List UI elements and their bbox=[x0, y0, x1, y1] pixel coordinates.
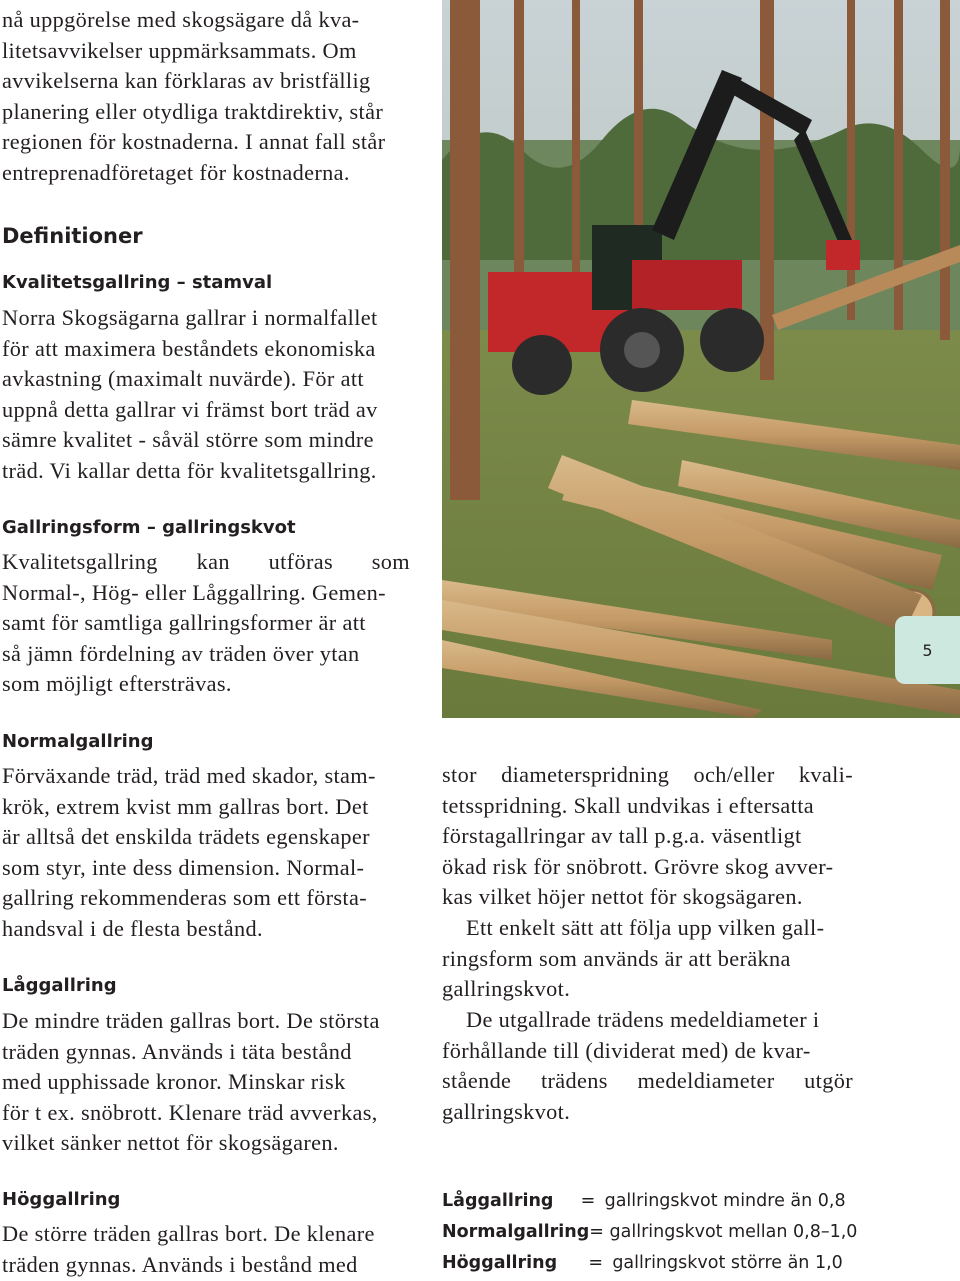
legend-desc: gallringskvot mellan 0,8–1,0 bbox=[609, 1222, 858, 1242]
text-line: ökad risk för snöbrott. Grövre skog avver- bbox=[442, 853, 834, 879]
text-line: stående trädens medeldiameter utgör bbox=[442, 1068, 853, 1094]
text-line: handsval i de flesta bestånd. bbox=[2, 915, 263, 941]
text-line: vilket sänker nettot för skogsägaren. bbox=[2, 1130, 339, 1156]
text-line: krök, extrem kvist mm gallras bort. Det bbox=[2, 793, 369, 819]
text-line: så jämn fördelning av träden över ytan bbox=[2, 640, 360, 666]
text-line: som styr, inte dess dimension. Normal- bbox=[2, 854, 365, 880]
text-line: för att maximera beståndets ekonomiska bbox=[2, 335, 376, 361]
section-body-gallringsform bbox=[2, 547, 410, 700]
legend-equals: = bbox=[589, 1222, 604, 1242]
right-paragraph-3 bbox=[442, 1005, 853, 1127]
text-line: uppnå detta gallrar vi främst bort träd av bbox=[2, 396, 378, 422]
right-paragraph-1 bbox=[442, 760, 853, 913]
forest-harvester-photo bbox=[442, 0, 960, 718]
text-line: Normal-, Hög- eller Låggallring. Gemen- bbox=[2, 579, 386, 605]
text-line: samt för samtliga gallringsformer är att bbox=[2, 610, 366, 636]
legend-equals: = bbox=[580, 1191, 596, 1211]
legend-term: Låggallring bbox=[442, 1191, 554, 1211]
harvester-illustration bbox=[442, 0, 960, 718]
text-line: ringsform som används är att beräkna bbox=[442, 945, 791, 971]
text-line: som möjligt eftersträvas. bbox=[2, 671, 232, 697]
text-line: gallringskvot. bbox=[442, 976, 571, 1002]
text-line: De utgallrade trädens medeldiameter i bbox=[466, 1007, 820, 1032]
text-line: litetsavvikelser uppmärksammats. Om bbox=[2, 37, 357, 63]
text-line: De mindre träden gallras bort. De största bbox=[2, 1008, 380, 1033]
text-line: sämre kvalitet - såväl större som mindre bbox=[2, 427, 374, 453]
section-title-laggallring: Låggallring bbox=[2, 975, 117, 996]
text-line: regionen för kostnaderna. I annat fall står bbox=[2, 129, 386, 155]
section-body-normalgallring bbox=[2, 761, 410, 945]
section-title-gallringsform: Gallringsform – gallringskvot bbox=[2, 517, 296, 538]
text-line: avkastning (maximalt nuvärde). För att bbox=[2, 366, 364, 392]
right-paragraph-2 bbox=[442, 913, 853, 1005]
text-line: gallring rekommenderas som ett första- bbox=[2, 885, 367, 911]
text-line: gallringskvot. bbox=[442, 1098, 571, 1124]
text-line: planering eller otydliga traktdirektiv, står bbox=[2, 98, 384, 124]
page-number: 5 bbox=[922, 640, 933, 660]
legend-row-hoggallring bbox=[442, 1253, 843, 1273]
text-line: Förväxande träd, träd med skador, stam- bbox=[2, 763, 376, 788]
legend-desc: gallringskvot större än 1,0 bbox=[612, 1253, 843, 1273]
text-line: Norra Skogsägarna gallrar i normalfallet bbox=[2, 305, 378, 330]
section-body-hoggallring bbox=[2, 1219, 410, 1280]
page-number-tab bbox=[895, 616, 960, 684]
text-line: förstagallringar av tall p.g.a. väsentligt bbox=[442, 823, 802, 849]
legend-row-normalgallring bbox=[442, 1222, 857, 1242]
intro-paragraph bbox=[2, 5, 410, 189]
legend-row-laggallring bbox=[442, 1191, 846, 1211]
text-line: stor diameterspridning och/eller kvali- bbox=[442, 762, 853, 787]
section-title-normalgallring: Normalgallring bbox=[2, 731, 154, 752]
text-line: entreprenadföretaget för kostnaderna. bbox=[2, 159, 350, 185]
text-line: är alltså det enskilda trädets egenskaper bbox=[2, 824, 370, 850]
section-title-hoggallring: Höggallring bbox=[2, 1189, 121, 1210]
legend-term: Höggallring bbox=[442, 1253, 558, 1273]
legend-equals: = bbox=[588, 1253, 604, 1273]
section-body-kvalitetsgallring bbox=[2, 303, 410, 487]
definitions-heading: Definitioner bbox=[2, 224, 143, 248]
text-line: förhållande till (dividerat med) de kvar- bbox=[442, 1037, 811, 1063]
text-line: träd. Vi kallar detta för kvalitetsgallring. bbox=[2, 457, 377, 483]
text-line: med upphissade kronor. Minskar risk bbox=[2, 1069, 346, 1095]
text-line: avvikelserna kan förklaras av bristfällig bbox=[2, 68, 371, 94]
legend-term: Normalgallring bbox=[442, 1222, 590, 1242]
text-line: nå uppgörelse med skogsägare då kva- bbox=[2, 7, 360, 32]
text-line: för t ex. snöbrott. Klenare träd avverkas, bbox=[2, 1099, 378, 1125]
text-line: kas vilket höjer nettot för skogsägaren. bbox=[442, 884, 803, 910]
text-line: träden gynnas. Används i bestånd med bbox=[2, 1251, 358, 1277]
text-line: tetsspridning. Skall undvikas i eftersatta bbox=[442, 792, 815, 818]
section-body-laggallring bbox=[2, 1006, 410, 1159]
text-line: Ett enkelt sätt att följa upp vilken gall- bbox=[466, 915, 825, 940]
text-line: De större träden gallras bort. De klenare bbox=[2, 1221, 375, 1246]
text-line: träden gynnas. Används i täta bestånd bbox=[2, 1038, 352, 1064]
section-title-kvalitetsgallring: Kvalitetsgallring – stamval bbox=[2, 272, 273, 293]
legend-desc: gallringskvot mindre än 0,8 bbox=[604, 1191, 846, 1211]
text-line: Kvalitetsgallring kan utföras som bbox=[2, 549, 410, 574]
